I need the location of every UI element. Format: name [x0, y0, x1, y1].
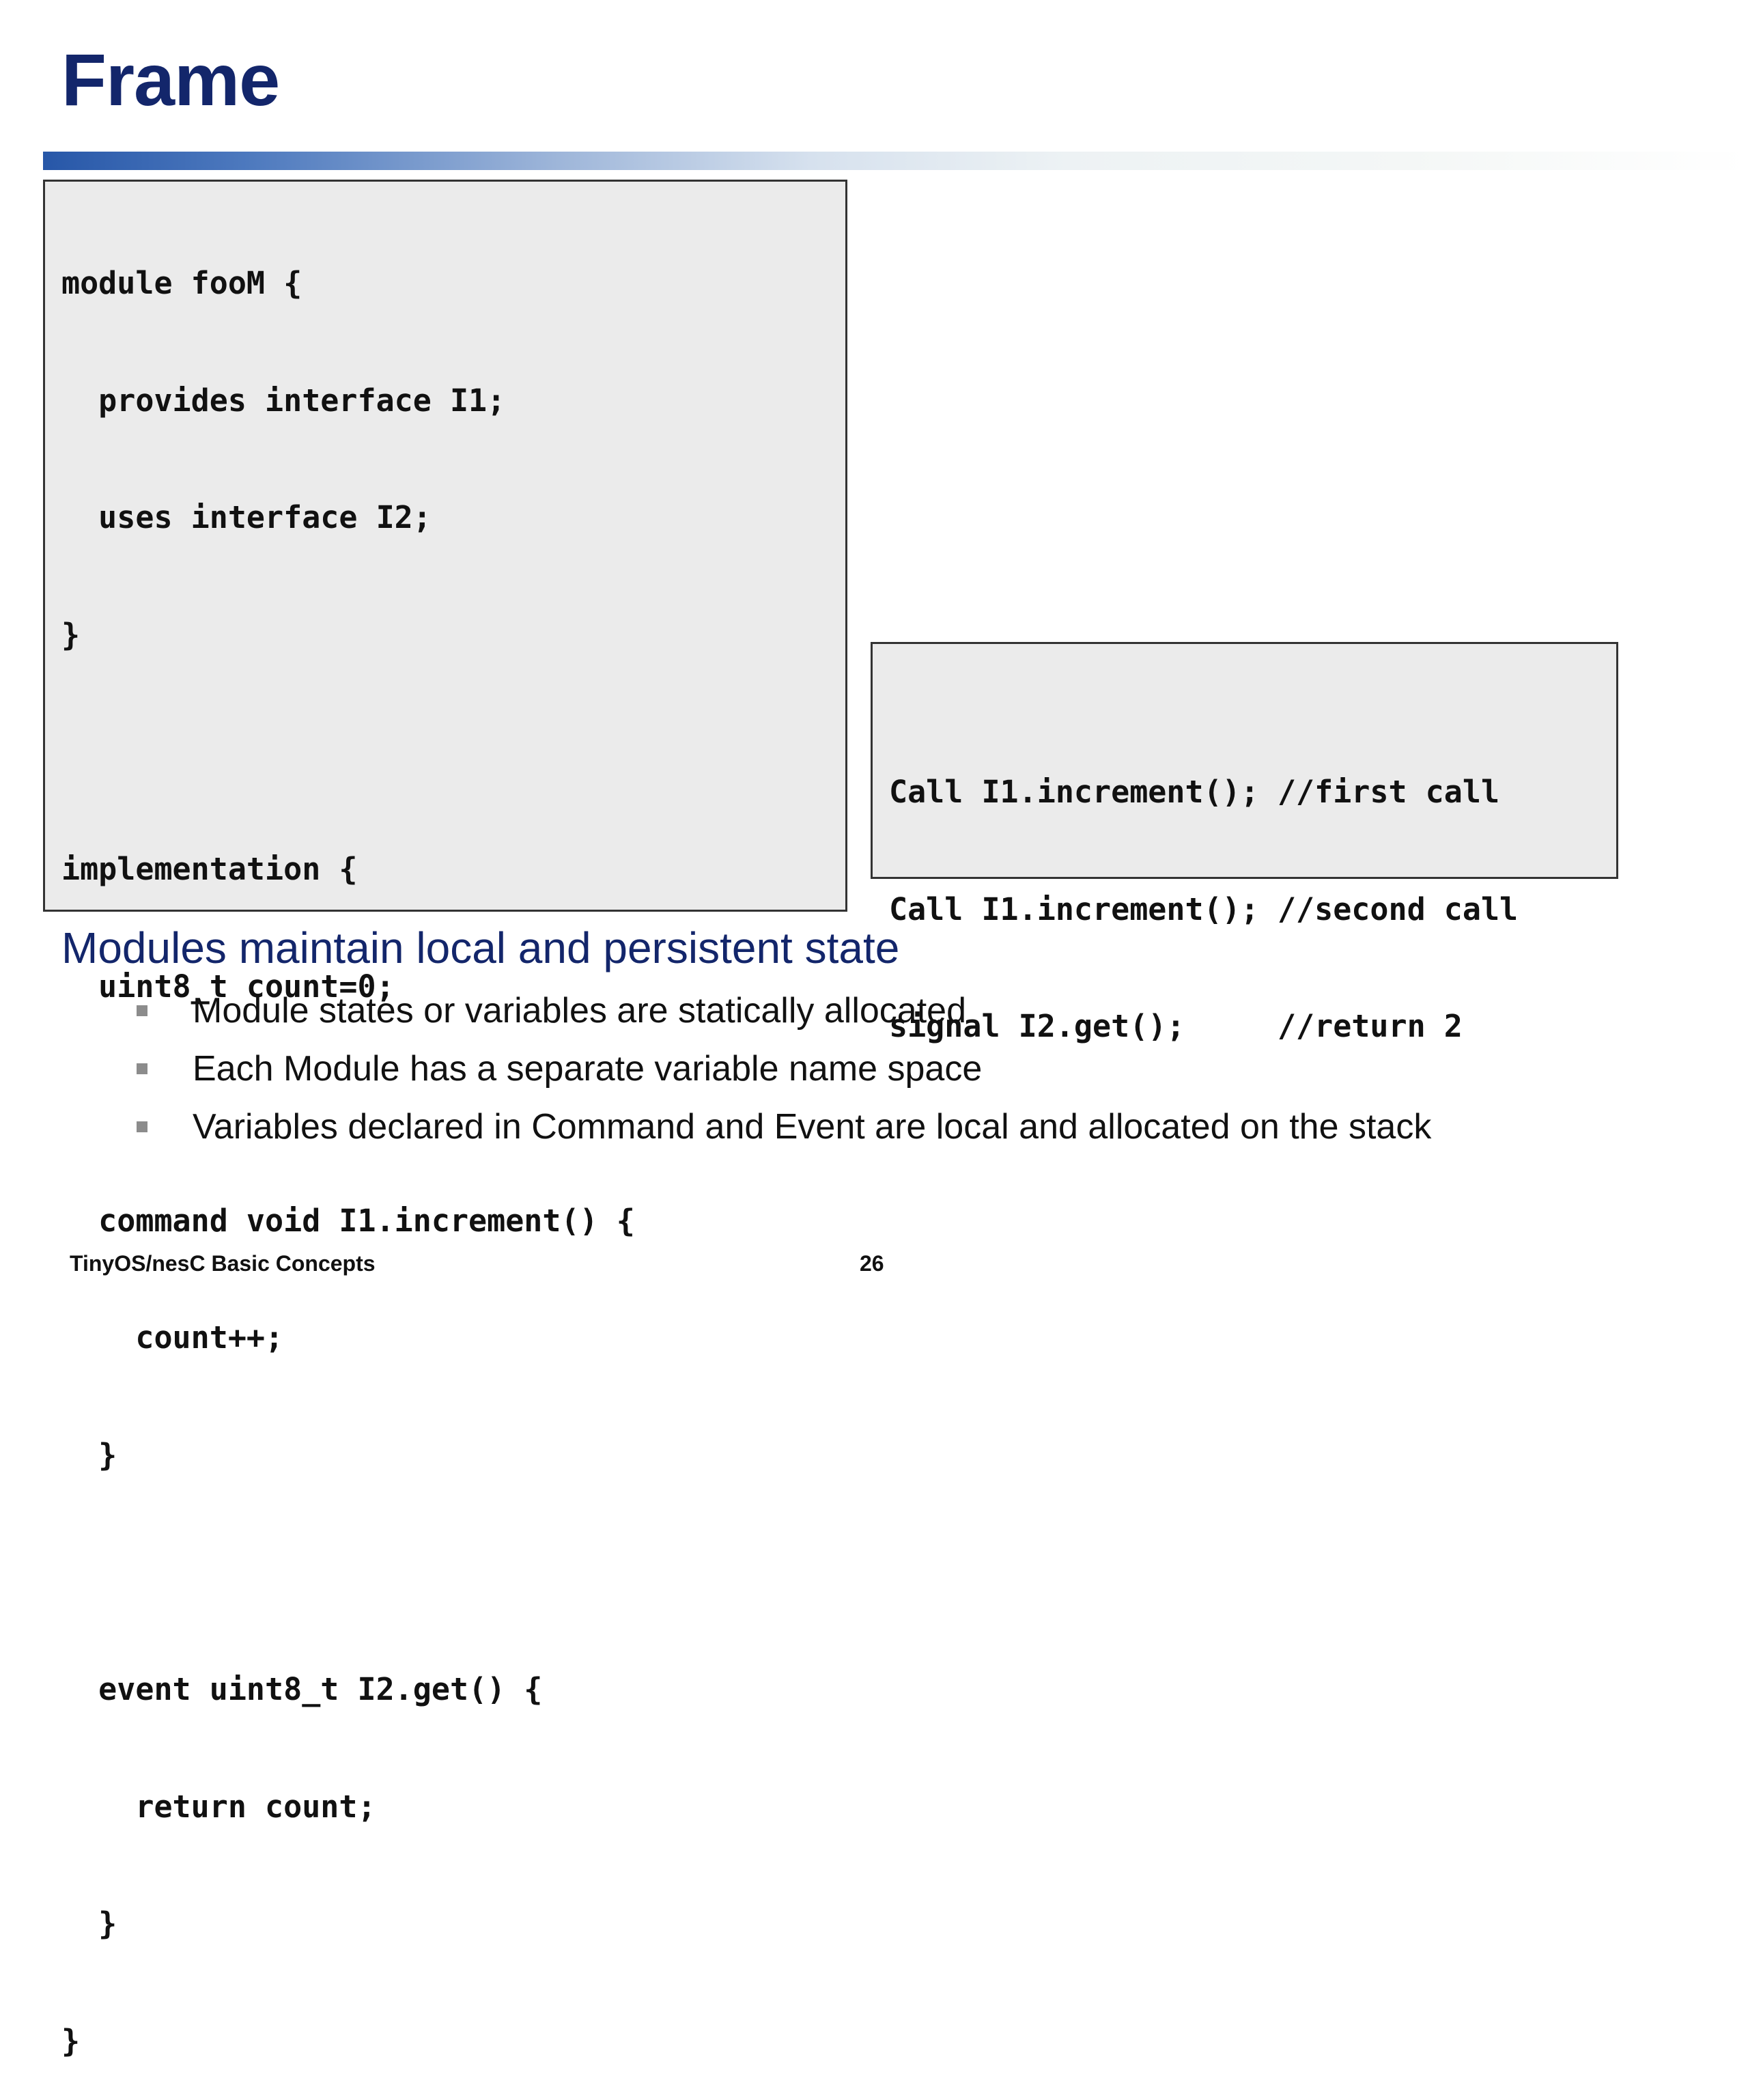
code-line: count++;: [61, 1319, 284, 1356]
section-heading: Modules maintain local and persistent state: [61, 923, 900, 972]
square-bullet-icon: [137, 1121, 147, 1132]
code-line: Call I1.increment(); //first call: [889, 774, 1500, 810]
square-bullet-icon: [137, 1005, 147, 1016]
code-line: }: [61, 616, 81, 653]
code-line: implementation {: [61, 850, 358, 887]
code-line: signal I2.get(); //return 2: [889, 1008, 1463, 1045]
footer-title: TinyOS/nesC Basic Concepts: [70, 1251, 376, 1276]
code-line: uses interface I2;: [61, 499, 432, 536]
square-bullet-icon: [137, 1063, 147, 1074]
page-number: 26: [860, 1251, 884, 1276]
bullet-text: Variables declared in Command and Event are local and allocated on the stack: [193, 1107, 1432, 1147]
code-line: }: [61, 2022, 81, 2059]
title-underline-bar: [43, 152, 1748, 170]
code-line: Call I1.increment(); //second call: [889, 891, 1519, 927]
code-line: [61, 729, 845, 774]
code-line: }: [61, 1905, 117, 1942]
code-line: command void I1.increment() {: [61, 1202, 635, 1239]
slide-title: Frame: [61, 38, 280, 121]
code-line: return count;: [61, 1788, 376, 1825]
code-line: [61, 1550, 845, 1595]
bullet-text: Module states or variables are statically allocated: [193, 991, 967, 1031]
bullet-text: Each Module has a separate variable name space: [193, 1049, 983, 1089]
calls-code-box: [871, 642, 1618, 1045]
code-line: uint8_t count=0;: [61, 968, 395, 1005]
code-line: event uint8_t I2.get() {: [61, 1671, 543, 1708]
code-line: }: [61, 1436, 117, 1473]
code-line: provides interface I1;: [61, 382, 506, 419]
code-line: module fooM {: [61, 265, 302, 301]
